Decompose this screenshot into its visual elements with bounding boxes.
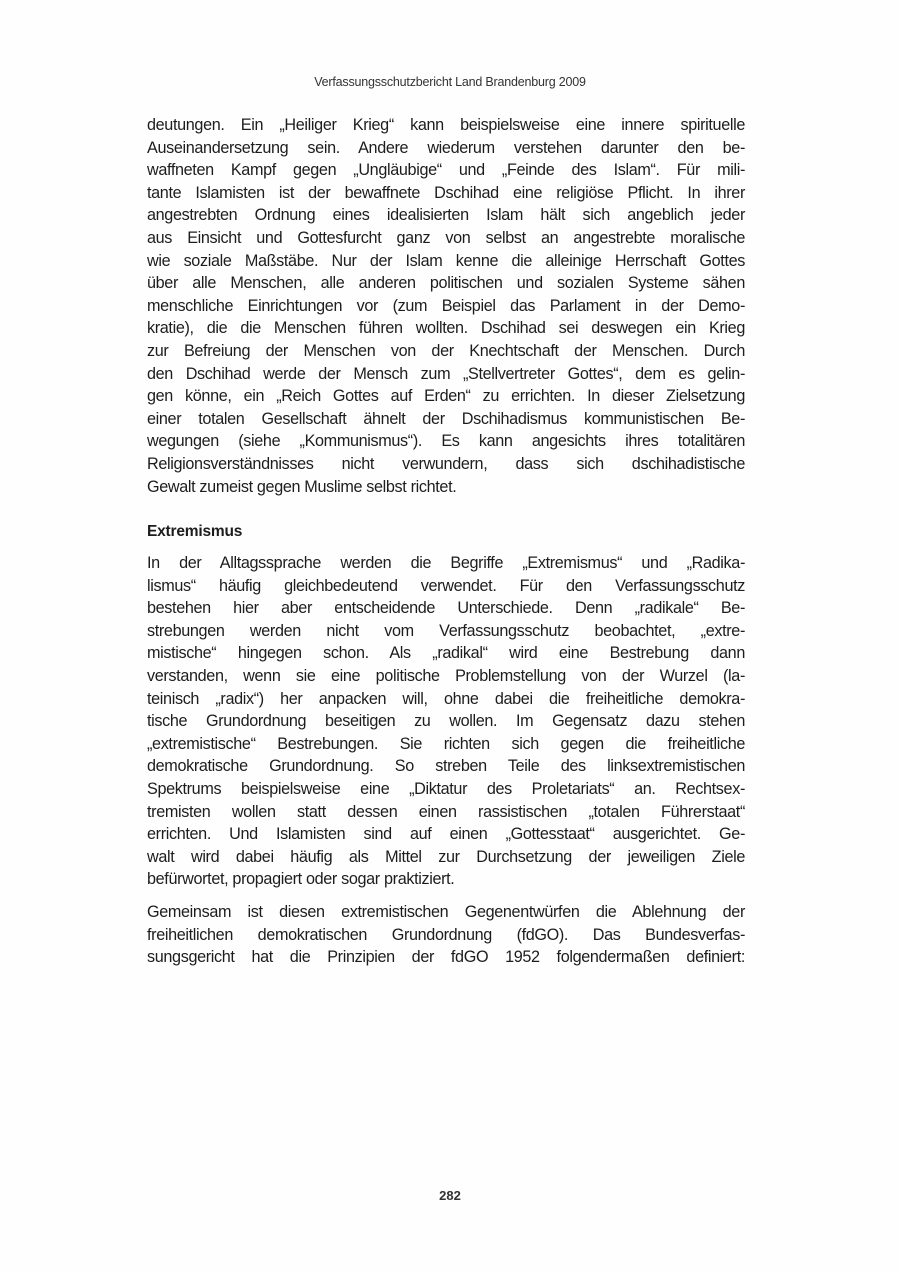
page-content (147, 114, 745, 969)
text-line: sungsgericht hat die Prinzipien der fdGO 1952 folgendermaßen definiert: (147, 948, 745, 967)
text-line: Gemeinsam ist diesen extremistischen Gegenentwürfen die Ablehnung der (147, 903, 745, 921)
text-line: tremisten wollen statt dessen einen rassistischen „totalen Führerstaat“ (147, 802, 745, 821)
running-header: Verfassungsschutzbericht Land Brandenburg 2009 (314, 75, 586, 89)
paragraph-dschihad (147, 114, 745, 498)
text-line: In der Alltagssprache werden die Begriffe „Extremismus“ und „Radika- (147, 554, 745, 573)
text-line: Gewalt zumeist gegen Muslime selbst richtet. (147, 477, 457, 496)
text-line: gen könne, ein „Reich Gottes auf Erden“ zu errichten. In dieser Zielsetzung (147, 387, 745, 406)
text-line: walt wird dabei häufig als Mittel zur Durchsetzung der jeweiligen Ziele (147, 847, 745, 866)
text-line: tante Islamisten ist der bewaffnete Dschihad eine religiöse Pflicht. In ihrer (147, 183, 745, 202)
text-line: freiheitlichen demokratischen Grundordnung (fdGO). Das Bundesverfas- (147, 925, 745, 944)
text-line: lismus“ häufig gleichbedeutend verwendet. Für den Verfassungsschutz (147, 576, 745, 595)
text-line: Spektrums beispielsweise eine „Diktatur des Proletariats“ an. Rechtsex- (147, 780, 745, 799)
text-line: menschliche Einrichtungen vor (zum Beispiel das Parlament in der Demo- (147, 296, 745, 315)
text-line: kratie), die die Menschen führen wollten. Dschihad sei deswegen ein Krieg (147, 319, 745, 338)
text-line: demokratische Grundordnung. So streben Teile des linksextremistischen (147, 757, 745, 776)
text-line: befürwortet, propagiert oder sogar praktiziert. (147, 870, 455, 889)
text-line: waffneten Kampf gegen „Ungläubige“ und „Feinde des Islam“. Für mili- (147, 161, 745, 180)
text-line: Auseinandersetzung sein. Andere wiederum verstehen darunter den be- (147, 138, 745, 157)
text-line: aus Einsicht und Gottesfurcht ganz von selbst an angestrebte moralische (147, 228, 745, 247)
text-line: einer totalen Gesellschaft ähnelt der Dschihadismus kommunistischen Be- (147, 409, 745, 428)
text-line: wie soziale Maßstäbe. Nur der Islam kenne die alleinige Herrschaft Gottes (147, 251, 745, 270)
text-line: errichten. Und Islamisten sind auf einen „Gottesstaat“ ausgerichtet. Ge- (147, 825, 745, 844)
text-line: teinisch „radix“) her anpacken will, ohne dabei die freiheitliche demokra- (147, 689, 745, 708)
text-line: Religionsverständnisses nicht verwundern, dass sich dschihadistische (147, 454, 745, 473)
text-line: wegungen (siehe „Kommunismus“). Es kann angesichts ihres totalitären (147, 432, 745, 451)
text-line: den Dschihad werde der Mensch zum „Stellvertreter Gottes“, dem es gelin- (147, 364, 745, 383)
text-line: tische Grundordnung beseitigen zu wollen. Im Gegensatz dazu stehen (147, 712, 745, 731)
text-line: deutungen. Ein „Heiliger Krieg“ kann beispielsweise eine innere spirituelle (147, 116, 745, 134)
text-line: bestehen hier aber entscheidende Unterschiede. Denn „radikale“ Be- (147, 599, 745, 618)
text-line: zur Befreiung der Menschen von der Knechtschaft der Menschen. Durch (147, 341, 745, 360)
text-line: angestrebten Ordnung eines idealisierten Islam hält sich angeblich jeder (147, 206, 745, 225)
paragraph-extremismus-definition (147, 552, 745, 891)
page-number: 282 (439, 1188, 461, 1203)
paragraph-fdgo (147, 901, 745, 969)
text-line: „extremistische“ Bestrebungen. Sie richten sich gegen die freiheitliche (147, 734, 745, 753)
text-line: strebungen werden nicht vom Verfassungsschutz beobachtet, „extre- (147, 621, 745, 640)
text-line: mistische“ hingegen schon. Als „radikal“ wird eine Bestrebung dann (147, 644, 745, 663)
section-heading-extremismus: Extremismus (147, 523, 243, 541)
text-line: über alle Menschen, alle anderen politischen und sozialen Systeme sähen (147, 274, 745, 293)
text-line: verstanden, wenn sie eine politische Problemstellung von der Wurzel (la- (147, 667, 745, 686)
